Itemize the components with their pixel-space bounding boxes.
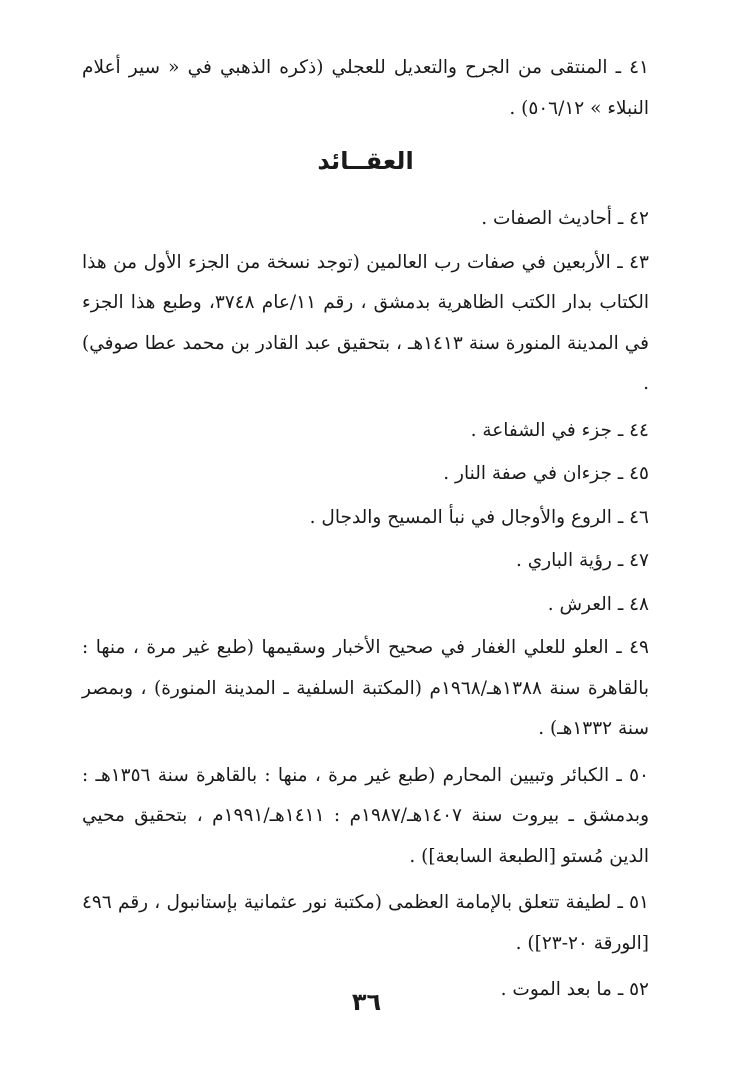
- list-item: ٤٨ ـ العرش .: [547, 593, 649, 615]
- section-heading: العقــائد: [317, 147, 414, 175]
- list-item: ٥٢ ـ ما بعد الموت .: [500, 979, 649, 1000]
- list-item: ٥٠ ـ الكبائر وتبيين المحارم (طبع غير مرة ، منها : بالقاهرة سنة ١٣٥٦هـ : وبدمشق ـ بيروت سنة ١٤٠٧هـ/١٩٨٧م : ١٤١١هـ/١٩٩١م ، بتحقيق محيي الدين مُستو [الطبعة السابعة]) .: [82, 764, 649, 867]
- list-item: ٤٩ ـ العلو للعلي الغفار في صحيح الأخبار وسقيمها (طبع غير مرة ، منها : بالقاهرة سنة ١٣٨٨هـ/١٩٦٨م (المكتبة السلفية ـ المدينة المنورة) ، وبمصر سنة ١٣٣٢هـ) .: [82, 637, 649, 739]
- list-item: ٤٤ ـ جزء في الشفاعة .: [470, 419, 649, 441]
- list-item: ٤١ ـ المنتقى من الجرح والتعديل للعجلي (ذكره الذهبي في « سير أعلام النبلاء » ٥٠٦/١٢) .: [82, 57, 649, 119]
- list-item: ٤٢ ـ أحاديث الصفات .: [481, 208, 649, 229]
- list-item: ٤٥ ـ جزءان في صفة النار .: [443, 463, 649, 484]
- list-item: ٤٣ ـ الأربعين في صفات رب العالمين (توجد نسخة من الجزء الأول من هذا الكتاب بدار الكتب الظاهرية بدمشق ، رقم ١١/عام ٣٧٤٨، وطبع هذا الجزء في المدينة المنورة سنة ١٤١٣هـ ، بتحقيق عبد القادر بن محمد عطا صوفي) .: [82, 251, 649, 394]
- list-item: ٥١ ـ لطيفة تتعلق بالإمامة العظمى (مكتبة نور عثمانية بإستانبول ، رقم ٤٩٦ [الورقة ٢٠-٢٣]) .: [82, 892, 649, 954]
- page-number: ٣٦: [351, 988, 382, 1016]
- list-item: ٤٧ ـ رؤية الباري .: [515, 550, 649, 571]
- list-item: ٤٦ ـ الروع والأوجال في نبأ المسيح والدجال .: [309, 506, 649, 528]
- page-content: [82, 48, 649, 1014]
